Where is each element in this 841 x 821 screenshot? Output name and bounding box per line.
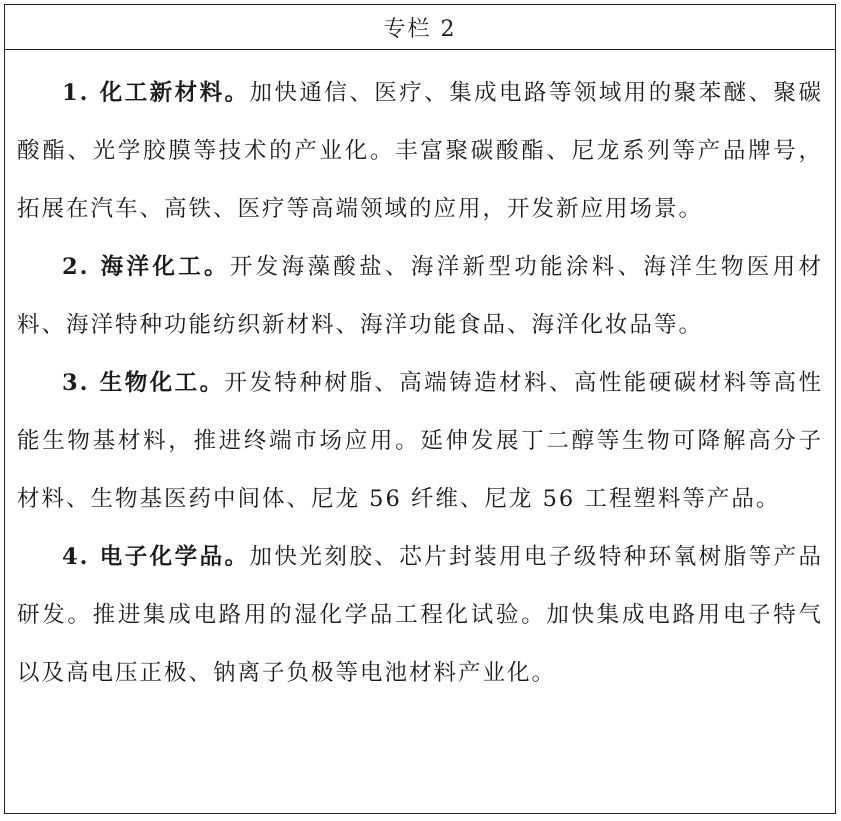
- column-box: [4, 4, 836, 814]
- box-title: 专栏 2: [5, 5, 835, 50]
- section-text: 开发特种树脂、高端铸造材料、高性能硬碳材料等高性能生物基材料，推进终端市场应用。延伸发展丁二醇等生物可降解高分子材料、生物基医药中间体、尼龙 56 纤维、尼龙 56 工程塑料等产品。: [17, 370, 823, 512]
- section-marine-chemical: [17, 238, 823, 354]
- section-text: 加快通信、医疗、集成电路等领域用的聚苯醚、聚碳酸酯、光学胶膜等技术的产业化。丰富聚碳酸酯、尼龙系列等产品牌号，拓展在汽车、高铁、医疗等高端领域的应用，开发新应用场景。: [17, 80, 823, 222]
- section-bio-chemical: [17, 354, 823, 528]
- section-heading: 4. 电子化学品。: [62, 544, 250, 570]
- section-heading: 1. 化工新材料。: [62, 80, 250, 106]
- box-body: [5, 50, 835, 702]
- section-text: 加快光刻胶、芯片封装用电子级特种环氧树脂等产品研发。推进集成电路用的湿化学品工程化试验。加快集成电路用电子特气以及高电压正极、钠离子负极等电池材料产业化。: [17, 544, 823, 686]
- section-heading: 3. 生物化工。: [62, 370, 225, 396]
- section-electronic-chemicals: [17, 528, 823, 702]
- section-new-chemical-materials: [17, 64, 823, 238]
- section-text: 开发海藻酸盐、海洋新型功能涂料、海洋生物医用材料、海洋特种功能纺织新材料、海洋功能食品、海洋化妆品等。: [17, 254, 823, 338]
- section-heading: 2. 海洋化工。: [62, 254, 230, 280]
